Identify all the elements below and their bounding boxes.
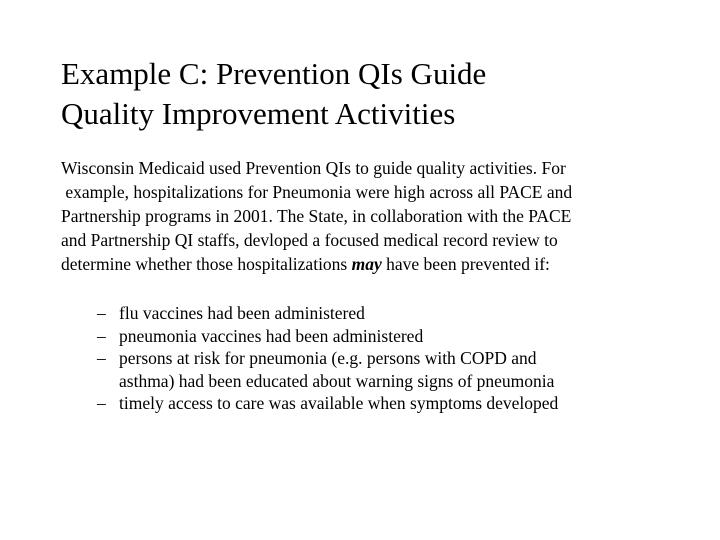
title-line-1: Example C: Prevention QIs Guide [61,56,487,91]
dash-bullet-icon: – [97,393,106,413]
bullet-text: timely access to care was available when symptoms developed [119,393,559,413]
body-line-5-end: have been prevented if: [381,254,550,274]
bullet-list [97,302,697,415]
title-line-2: Quality Improvement Activities [61,96,456,131]
bullet-text: pneumonia vaccines had been administered [119,325,424,346]
body-line-2: example, hospitalizations for Pneumonia were high across all PACE and [61,182,573,202]
body-line-3: Partnership programs in 2001. The State, in collaboration with the PACE [61,206,572,226]
list-item [97,325,697,348]
dash-bullet-icon: – [97,325,106,346]
body-paragraph [61,156,701,276]
bullet-text: persons at risk for pneumonia (e.g. persons with COPD and [119,348,537,368]
slide-title [61,54,681,134]
bullet-text: flu vaccines had been administered [119,303,365,323]
dash-bullet-icon: – [97,348,106,368]
list-item [97,347,697,392]
emphasis-may: may [351,254,382,274]
list-item [97,392,697,415]
body-line-5 [61,252,701,276]
bullet-text-continued: asthma) had been educated about warning signs of pneumonia [119,370,555,391]
dash-bullet-icon: – [97,303,106,323]
body-line-1: Wisconsin Medicaid used Prevention QIs to guide quality activities. For [61,158,566,178]
list-item [97,302,697,325]
body-line-4: and Partnership QI staffs, devloped a focused medical record review to [61,230,558,250]
body-line-5-start: determine whether those hospitalizations [61,254,352,274]
